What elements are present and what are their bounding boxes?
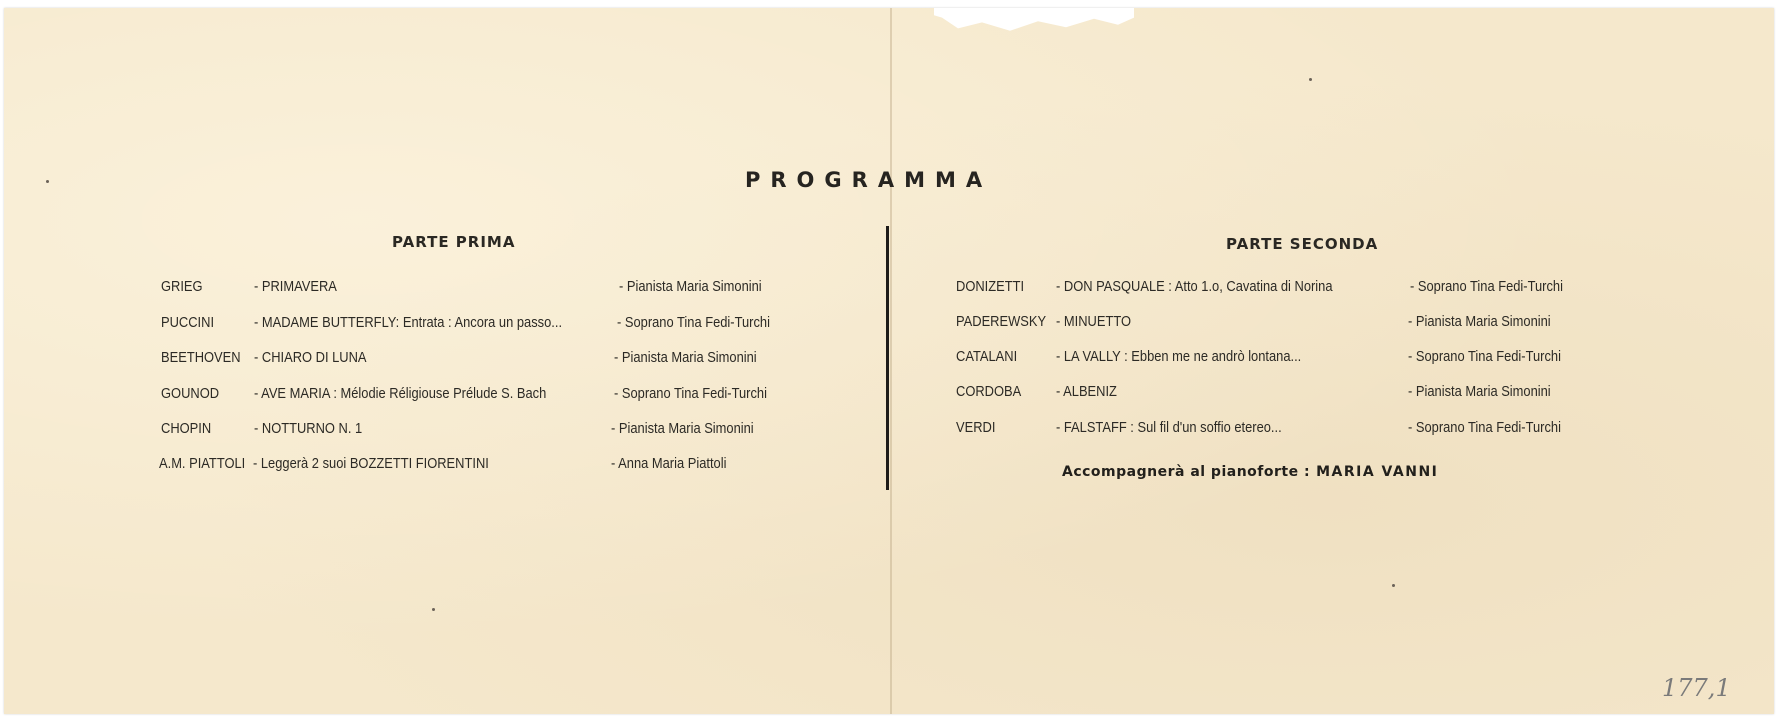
work: - NOTTURNO N. 1: [254, 420, 363, 437]
work: - PRIMAVERA: [254, 278, 337, 295]
program-row: [0, 278, 892, 302]
performer: - Anna Maria Piattoli: [611, 455, 727, 472]
accompaniment-label: Accompagnerà al pianoforte :: [1062, 464, 1311, 480]
parte-seconda-heading: PARTE SECONDA: [1226, 235, 1379, 253]
program-row: [892, 313, 1783, 337]
performer: - Pianista Maria Simonini: [614, 349, 757, 366]
work: - AVE MARIA : Mélodie Réligiouse Prélude S. Bach: [254, 385, 547, 402]
performer: - Soprano Tina Fedi-Turchi: [1408, 348, 1561, 365]
program-row: [0, 455, 892, 479]
program-row: [0, 349, 892, 373]
parte-prima-heading: PARTE PRIMA: [392, 233, 516, 251]
parte-seconda-list: [892, 0, 1783, 723]
work: - Leggerà 2 suoi BOZZETTI FIORENTINI: [253, 455, 489, 472]
accompanist-name: MARIA VANNI: [1316, 464, 1439, 480]
program-row: [892, 419, 1783, 443]
performer: - Soprano Tina Fedi-Turchi: [1410, 278, 1563, 295]
composer: DONIZETTI: [956, 278, 1025, 295]
performer: - Soprano Tina Fedi-Turchi: [614, 385, 767, 402]
work: - MADAME BUTTERFLY: Entrata : Ancora un passo...: [254, 314, 563, 331]
work: - LA VALLY : Ebben me ne andrò lontana...: [1056, 348, 1302, 365]
composer: CHOPIN: [161, 420, 212, 437]
composer: A.M. PIATTOLI: [159, 455, 246, 472]
composer: GRIEG: [161, 278, 203, 295]
accompaniment-line: [1062, 464, 1438, 480]
program-title: PROGRAMMA: [745, 168, 993, 192]
composer: CORDOBA: [956, 383, 1022, 400]
program-row: [892, 348, 1783, 372]
composer: PUCCINI: [161, 314, 215, 331]
work: - ALBENIZ: [1056, 383, 1117, 400]
performer: - Pianista Maria Simonini: [1408, 383, 1551, 400]
work: - DON PASQUALE : Atto 1.o, Cavatina di Norina: [1056, 278, 1333, 295]
performer: - Soprano Tina Fedi-Turchi: [617, 314, 770, 331]
program-row: [892, 383, 1783, 407]
work: - MINUETTO: [1056, 313, 1132, 330]
work: - FALSTAFF : Sul fil d'un soffio etereo...: [1056, 419, 1282, 436]
composer: CATALANI: [956, 348, 1018, 365]
performer: - Soprano Tina Fedi-Turchi: [1408, 419, 1561, 436]
program-row: [0, 385, 892, 409]
composer: VERDI: [956, 419, 996, 436]
program-row: [0, 420, 892, 444]
performer: - Pianista Maria Simonini: [619, 278, 762, 295]
program-row: [0, 314, 892, 338]
handwritten-shelfmark: 177,1: [1662, 674, 1731, 702]
work: - CHIARO DI LUNA: [254, 349, 367, 366]
program-row: [892, 278, 1783, 302]
composer: PADEREWSKY: [956, 313, 1047, 330]
performer: - Pianista Maria Simonini: [1408, 313, 1551, 330]
composer: GOUNOD: [161, 385, 220, 402]
composer: BEETHOVEN: [161, 349, 241, 366]
performer: - Pianista Maria Simonini: [611, 420, 754, 437]
